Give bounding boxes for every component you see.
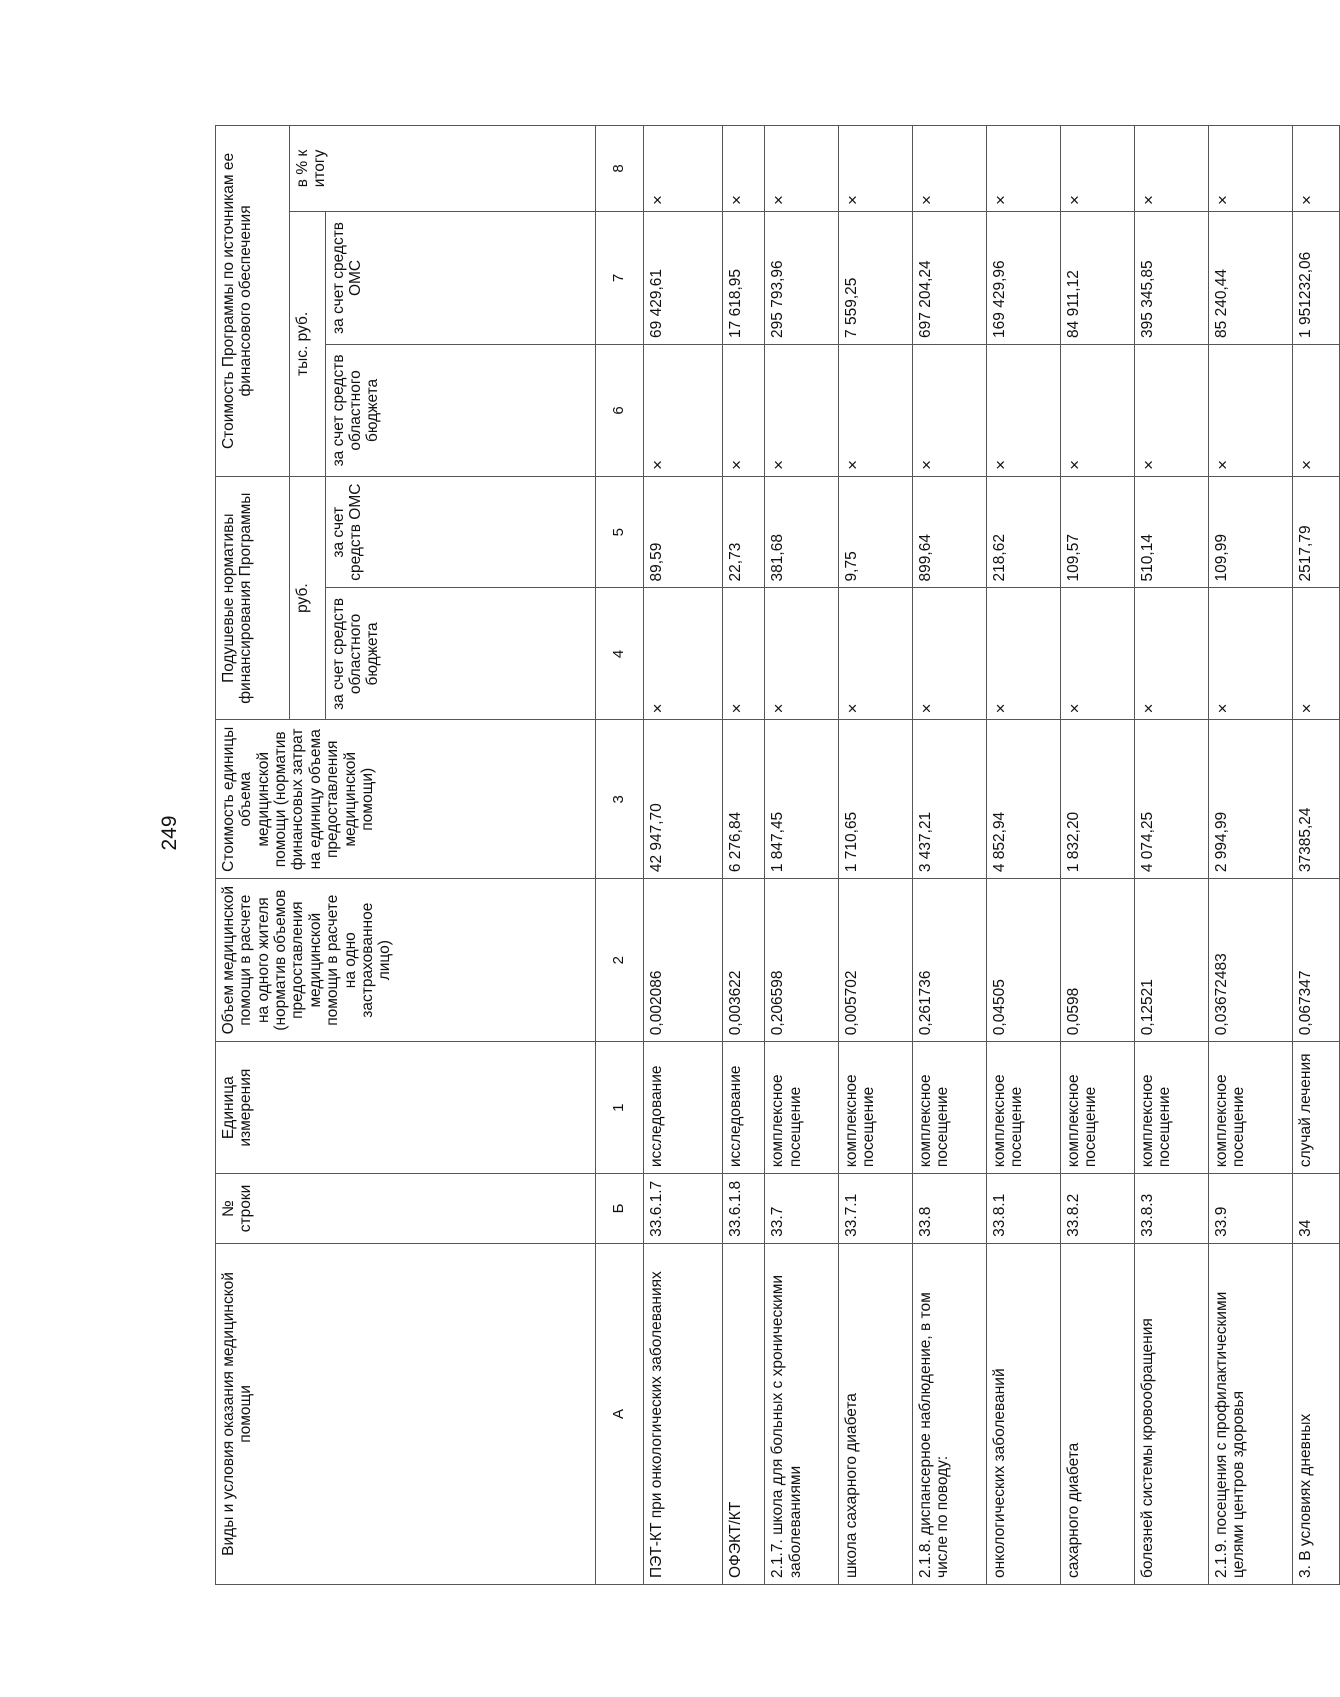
cell-fin-oms: 69 429,61 — [644, 211, 723, 344]
cell-cost: 1 710,65 — [839, 720, 913, 879]
cell-norm-budget: × — [1134, 588, 1208, 720]
cell-norm-budget: × — [913, 588, 987, 720]
cell-fin-budget: × — [1292, 344, 1339, 476]
cell-volume: 0,04505 — [986, 879, 1060, 1042]
page-number: 249 — [158, 815, 181, 851]
cell-fin-budget: × — [765, 344, 839, 476]
cell-row-no: 33.7 — [765, 1174, 839, 1244]
header-kind: Виды и условия оказания медицинской помощи — [216, 1243, 596, 1584]
header-cost: Стоимость единицы объема медицинской помощи (норматив финансовых затрат на единицу объема предоставления медицинской помощи) — [216, 720, 596, 879]
column-number: 2 — [595, 879, 643, 1042]
cell-norm-budget: × — [723, 588, 765, 720]
header-finance-unit: тыс. руб. — [289, 211, 325, 476]
cell-volume: 0,003622 — [723, 879, 765, 1042]
header-fin-budget: за счет средств областного бюджета — [325, 344, 595, 476]
cell-cost: 4 074,25 — [1134, 720, 1208, 879]
cell-norm-budget: × — [1208, 588, 1292, 720]
cell-norm-budget: × — [1060, 588, 1134, 720]
cell-cost: 2 994,99 — [1208, 720, 1292, 879]
table-row — [913, 126, 987, 1585]
cell-kind: 2.1.7. школа для больных с хроническими заболеваниями — [765, 1243, 839, 1584]
column-number: 3 — [595, 720, 643, 879]
cell-unit: комплексное посещение — [1134, 1042, 1208, 1174]
table-row — [1292, 126, 1339, 1585]
column-number: 8 — [595, 126, 643, 212]
cell-fin-budget: × — [839, 344, 913, 476]
rotated-table-container — [215, 125, 1340, 1585]
table-row — [1208, 126, 1292, 1585]
cell-volume: 0,005702 — [839, 879, 913, 1042]
cell-kind: 3. В условиях дневных — [1292, 1243, 1339, 1584]
column-number: 7 — [595, 211, 643, 344]
cell-unit: комплексное посещение — [986, 1042, 1060, 1174]
cell-row-no: 33.6.1.7 — [644, 1174, 723, 1244]
table-row — [986, 126, 1060, 1585]
cell-fin-oms: 85 240,44 — [1208, 211, 1292, 344]
cell-kind: болезней системы кровообращения — [1134, 1243, 1208, 1584]
cell-percent: × — [986, 126, 1060, 212]
cell-fin-budget: × — [723, 344, 765, 476]
financing-table — [215, 125, 1340, 1585]
cell-fin-oms: 84 911,12 — [1060, 211, 1134, 344]
header-volume: Объем медицинской помощи в расчете на одного жителя (норматив объемов предоставления медицинской помощи в расчете на одно застрахованное лицо) — [216, 879, 596, 1042]
cell-norm-oms: 109,99 — [1208, 476, 1292, 588]
cell-percent: × — [1060, 126, 1134, 212]
cell-norm-oms: 218,62 — [986, 476, 1060, 588]
cell-norm-oms: 89,59 — [644, 476, 723, 588]
cell-norm-oms: 109,57 — [1060, 476, 1134, 588]
header-percent: в % к итогу — [289, 126, 595, 212]
cell-fin-oms: 295 793,96 — [765, 211, 839, 344]
cell-norm-budget: × — [986, 588, 1060, 720]
header-fin-oms: за счет средств ОМС — [325, 211, 595, 344]
cell-fin-budget: × — [986, 344, 1060, 476]
cell-cost: 6 276,84 — [723, 720, 765, 879]
table-row — [644, 126, 723, 1585]
table-row — [765, 126, 839, 1585]
cell-norm-budget: × — [765, 588, 839, 720]
cell-kind: ПЭТ-КТ при онкологических заболеваниях — [644, 1243, 723, 1584]
cell-percent: × — [723, 126, 765, 212]
header-unit: Единица измерения — [216, 1042, 596, 1174]
cell-fin-oms: 697 204,24 — [913, 211, 987, 344]
cell-fin-budget: × — [1060, 344, 1134, 476]
cell-norm-budget: × — [644, 588, 723, 720]
cell-unit: исследование — [723, 1042, 765, 1174]
column-number: 6 — [595, 344, 643, 476]
cell-unit: случай лечения — [1292, 1042, 1339, 1174]
cell-row-no: 33.8 — [913, 1174, 987, 1244]
header-finance: Стоимость Программы по источникам ее финансового обеспечения — [216, 126, 290, 477]
cell-fin-oms: 1 951232,06 — [1292, 211, 1339, 344]
cell-norm-oms: 9,75 — [839, 476, 913, 588]
cell-kind: ОФЭКТ/КТ — [723, 1243, 765, 1584]
column-number: 5 — [595, 476, 643, 588]
cell-unit: исследование — [644, 1042, 723, 1174]
cell-percent: × — [1292, 126, 1339, 212]
cell-norm-oms: 2517,79 — [1292, 476, 1339, 588]
cell-fin-budget: × — [913, 344, 987, 476]
table-row — [1134, 126, 1208, 1585]
cell-row-no: 33.8.1 — [986, 1174, 1060, 1244]
cell-percent: × — [1208, 126, 1292, 212]
cell-norm-oms: 22,73 — [723, 476, 765, 588]
cell-row-no: 33.8.2 — [1060, 1174, 1134, 1244]
table-row — [839, 126, 913, 1585]
cell-volume: 0,03672483 — [1208, 879, 1292, 1042]
cell-fin-budget: × — [644, 344, 723, 476]
table-row — [1060, 126, 1134, 1585]
header-norm-budget: за счет средств областного бюджета — [325, 588, 595, 720]
cell-norm-budget: × — [839, 588, 913, 720]
cell-fin-budget: × — [1208, 344, 1292, 476]
column-number: А — [595, 1243, 643, 1584]
cell-percent: × — [913, 126, 987, 212]
cell-cost: 42 947,70 — [644, 720, 723, 879]
cell-percent: × — [644, 126, 723, 212]
cell-row-no: 34 — [1292, 1174, 1339, 1244]
cell-cost: 37385,24 — [1292, 720, 1339, 879]
cell-kind: онкологических заболеваний — [986, 1243, 1060, 1584]
cell-unit: комплексное посещение — [765, 1042, 839, 1174]
table-row — [723, 126, 765, 1585]
header-row-no: № строки — [216, 1174, 596, 1244]
cell-kind: школа сахарного диабета — [839, 1243, 913, 1584]
cell-norm-oms: 381,68 — [765, 476, 839, 588]
cell-row-no: 33.6.1.8 — [723, 1174, 765, 1244]
cell-cost: 3 437,21 — [913, 720, 987, 879]
column-number: 4 — [595, 588, 643, 720]
cell-norm-budget: × — [1292, 588, 1339, 720]
cell-volume: 0,261736 — [913, 879, 987, 1042]
cell-unit: комплексное посещение — [913, 1042, 987, 1174]
cell-row-no: 33.7.1 — [839, 1174, 913, 1244]
cell-volume: 0,0598 — [1060, 879, 1134, 1042]
cell-kind: 2.1.9. посещения с профилактическими целями центров здоровья — [1208, 1243, 1292, 1584]
cell-kind: 2.1.8. диспансерное наблюдение, в том числе по поводу: — [913, 1243, 987, 1584]
cell-row-no: 33.9 — [1208, 1174, 1292, 1244]
cell-row-no: 33.8.3 — [1134, 1174, 1208, 1244]
header-norm-oms: за счет средств ОМС — [325, 476, 595, 588]
cell-fin-oms: 7 559,25 — [839, 211, 913, 344]
cell-kind: сахарного диабета — [1060, 1243, 1134, 1584]
cell-unit: комплексное посещение — [1060, 1042, 1134, 1174]
cell-cost: 4 852,94 — [986, 720, 1060, 879]
header-norms-unit: руб. — [289, 476, 325, 720]
cell-cost: 1 847,45 — [765, 720, 839, 879]
column-number: Б — [595, 1174, 643, 1244]
cell-fin-budget: × — [1134, 344, 1208, 476]
cell-fin-oms: 169 429,96 — [986, 211, 1060, 344]
cell-volume: 0,206598 — [765, 879, 839, 1042]
cell-fin-oms: 17 618,95 — [723, 211, 765, 344]
column-number: 1 — [595, 1042, 643, 1174]
cell-norm-oms: 899,64 — [913, 476, 987, 588]
cell-cost: 1 832,20 — [1060, 720, 1134, 879]
cell-percent: × — [1134, 126, 1208, 212]
cell-fin-oms: 395 345,85 — [1134, 211, 1208, 344]
cell-percent: × — [839, 126, 913, 212]
cell-volume: 0,002086 — [644, 879, 723, 1042]
cell-unit: комплексное посещение — [1208, 1042, 1292, 1174]
cell-unit: комплексное посещение — [839, 1042, 913, 1174]
cell-volume: 0,12521 — [1134, 879, 1208, 1042]
cell-norm-oms: 510,14 — [1134, 476, 1208, 588]
header-norms: Подушевые нормативы финансирования Программы — [216, 476, 290, 720]
cell-percent: × — [765, 126, 839, 212]
cell-volume: 0,067347 — [1292, 879, 1339, 1042]
